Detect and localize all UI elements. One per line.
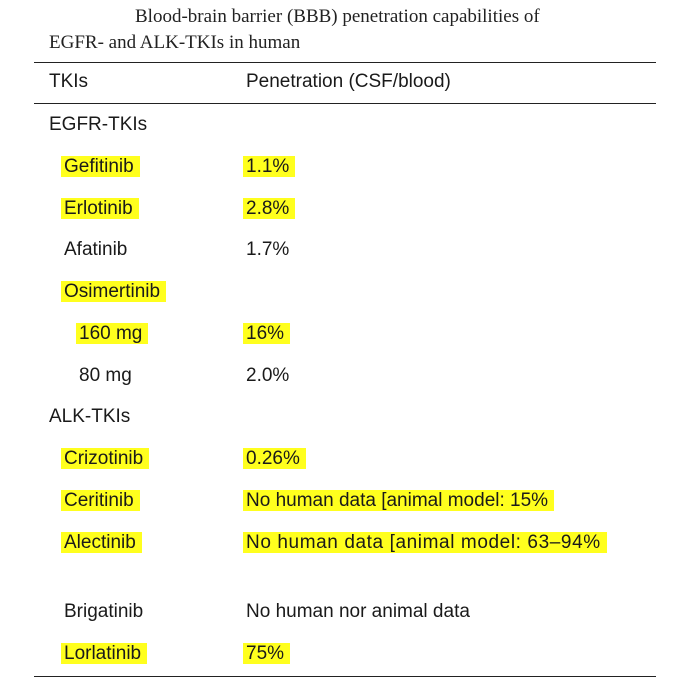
caption-line-1: Blood-brain barrier (BBB) penetration capabilities of — [135, 6, 540, 27]
table-header-rule — [34, 103, 656, 104]
table-row-osimertinib-80-drug: 80 mg — [79, 365, 132, 386]
table-row-erlotinib-value: 2.8% — [246, 197, 295, 221]
table-top-rule — [34, 62, 656, 63]
group-label-egfr: EGFR-TKIs — [49, 114, 148, 135]
table-row-gefitinib-value: 1.1% — [246, 155, 295, 179]
table-row-crizotinib-drug: Crizotinib — [64, 447, 149, 471]
table-row-gefitinib-drug: Gefitinib — [64, 155, 140, 179]
table-row-brigatinib-value: No human nor animal data — [246, 601, 470, 622]
table-bottom-rule — [34, 676, 656, 677]
table-row-osimertinib-80-value: 2.0% — [246, 365, 290, 386]
table-row-osimertinib-160-drug: 160 mg — [79, 322, 148, 346]
table-caption — [49, 4, 649, 56]
table-row-alectinib-value: No human data [animal model: 63–94% — [246, 531, 607, 555]
header-penetration: Penetration (CSF/blood) — [246, 71, 451, 92]
caption-line-2: EGFR- and ALK-TKIs in human — [49, 32, 301, 53]
table-row-osimertinib-drug: Osimertinib — [64, 280, 166, 304]
table-row-lorlatinib-drug: Lorlatinib — [64, 642, 147, 666]
table-row-brigatinib-drug: Brigatinib — [64, 601, 144, 622]
table-row-ceritinib-value: No human data [animal model: 15% — [246, 489, 554, 513]
table-row-crizotinib-value: 0.26% — [246, 447, 306, 471]
table-row-lorlatinib-value: 75% — [246, 642, 290, 666]
table-row-erlotinib-drug: Erlotinib — [64, 197, 139, 221]
group-label-alk: ALK-TKIs — [49, 406, 131, 427]
table-row-osimertinib-160-value: 16% — [246, 322, 290, 346]
table-row-afatinib-drug: Afatinib — [64, 239, 128, 260]
table-row-alectinib-drug: Alectinib — [64, 531, 142, 555]
header-tkis: TKIs — [49, 71, 89, 92]
table-row-ceritinib-drug: Ceritinib — [64, 489, 140, 513]
table-row-afatinib-value: 1.7% — [246, 239, 290, 260]
